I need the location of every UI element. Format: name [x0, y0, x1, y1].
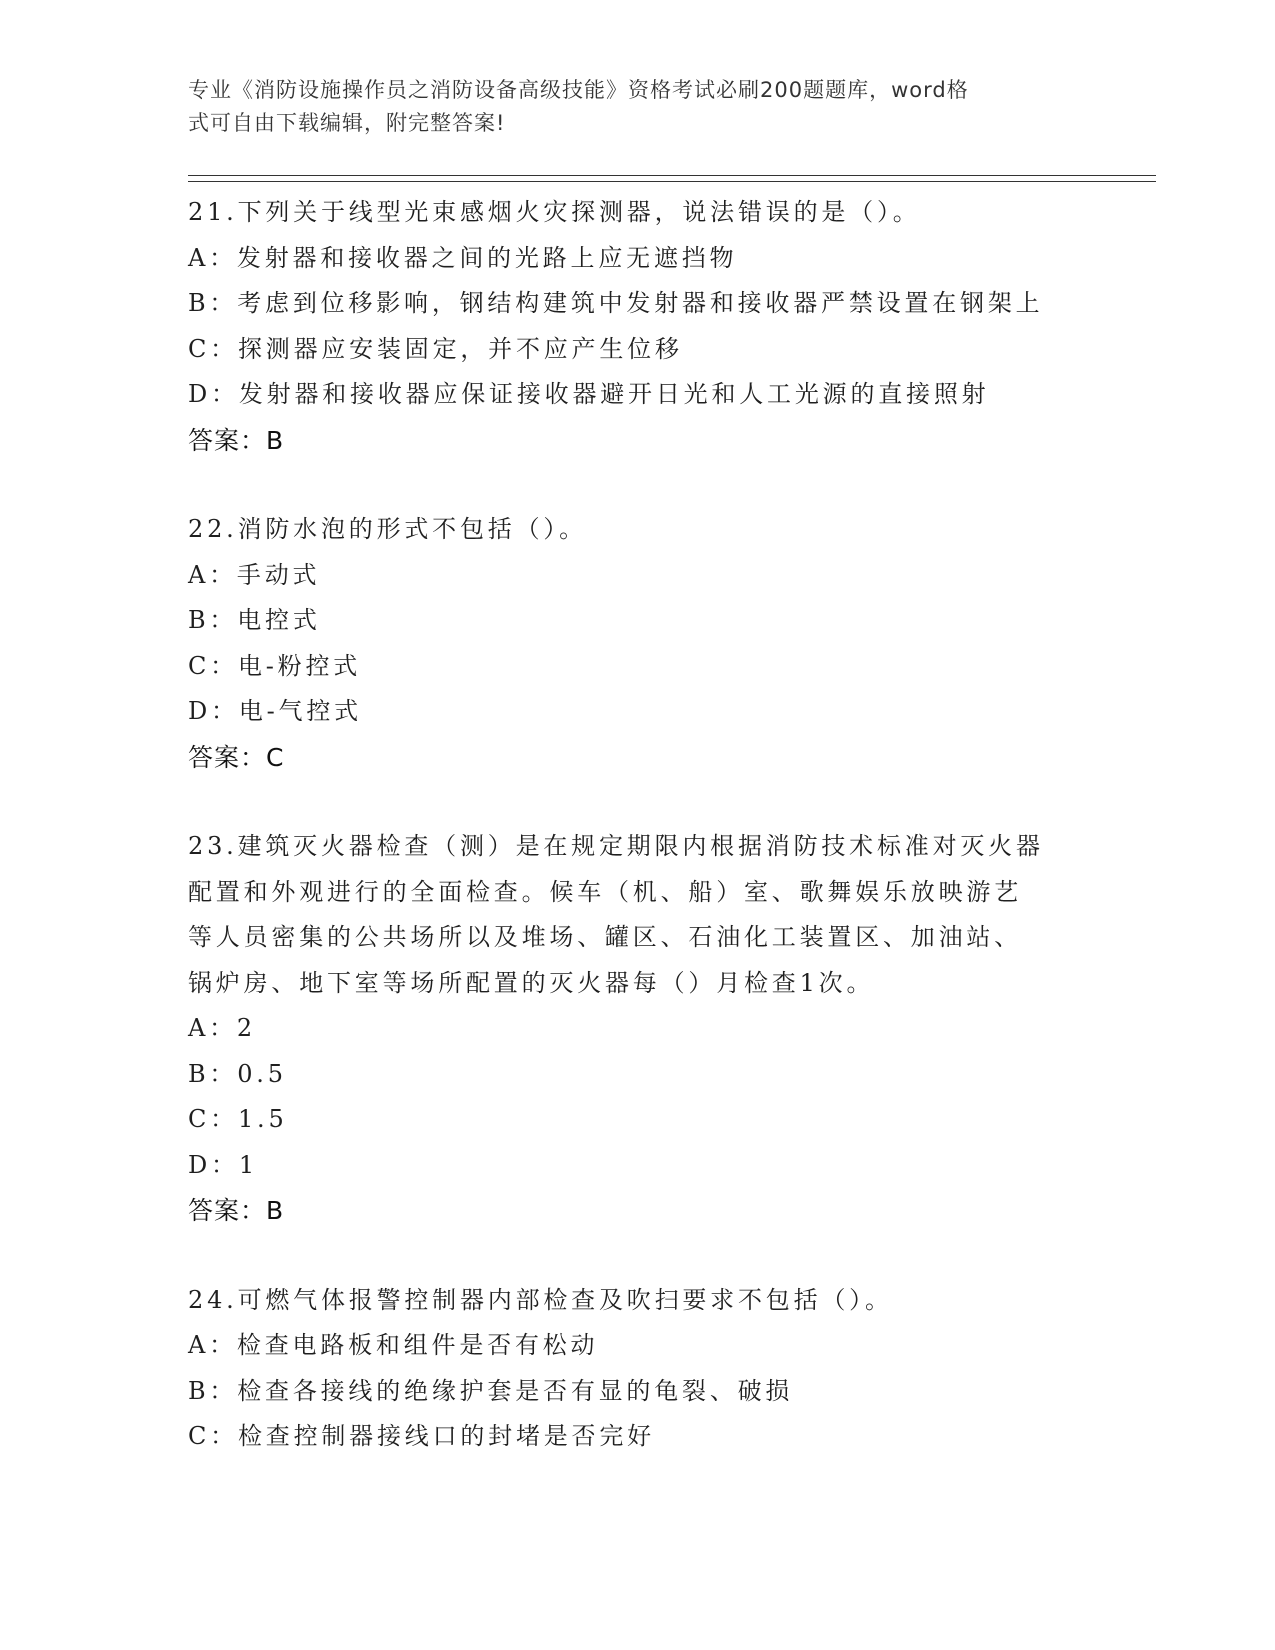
option-a: A：发射器和接收器之间的光路上应无遮挡物 — [188, 243, 738, 272]
option-a: A：检查电路板和组件是否有松动 — [188, 1331, 599, 1359]
option-a: A：手动式 — [188, 560, 321, 589]
header-line-2: 式可自由下载编辑，附完整答案! — [188, 111, 506, 135]
option-d: D：发射器和接收器应保证接收器避开日光和人工光源的直接照射 — [188, 380, 990, 408]
option-c: C：探测器应安装固定，并不应产生位移 — [188, 334, 683, 363]
question-stem-line-2: 配置和外观进行的全面检查。候车（机、船）室、歌舞娱乐放映游艺 — [188, 877, 1022, 906]
header-divider-top — [188, 175, 1156, 176]
option-d: D：电-气控式 — [188, 697, 362, 725]
question-24 — [188, 1278, 1088, 1460]
option-a: A：2 — [188, 1014, 257, 1042]
answer-label: 答案：B — [188, 425, 285, 455]
question-22 — [188, 507, 1088, 780]
question-stem: 24.可燃气体报警控制器内部检查及吹扫要求不包括（）。 — [188, 1285, 893, 1314]
option-b: B：电控式 — [188, 606, 321, 634]
question-stem-line-3: 等人员密集的公共场所以及堆场、罐区、石油化工装置区、加油站、 — [188, 923, 1022, 951]
question-list — [188, 190, 1088, 1504]
question-stem: 22.消防水泡的形式不包括（）。 — [188, 515, 587, 543]
question-23 — [188, 824, 1088, 1234]
option-c: C：1.5 — [188, 1105, 288, 1133]
question-stem-line-4: 锅炉房、地下室等场所配置的灭火器每（）月检查1次。 — [188, 968, 875, 997]
option-c: C：电-粉控式 — [188, 651, 362, 680]
answer-label: 答案：C — [188, 742, 285, 772]
option-c: C：检查控制器接线口的封堵是否完好 — [188, 1422, 655, 1450]
answer-label: 答案：B — [188, 1196, 285, 1225]
option-b: B：检查各接线的绝缘护套是否有显的龟裂、破损 — [188, 1376, 794, 1405]
option-b: B：考虑到位移影响，钢结构建筑中发射器和接收器严禁设置在钢架上 — [188, 289, 1044, 317]
document-header — [188, 74, 1068, 140]
question-stem: 21.下列关于线型光束感烟火灾探测器，说法错误的是（）。 — [188, 198, 921, 226]
header-divider-bottom — [188, 181, 1156, 182]
option-b: B：0.5 — [188, 1059, 287, 1088]
header-line-1: 专业《消防设施操作员之消防设备高级技能》资格考试必刷200题题库，word格 — [188, 78, 969, 102]
option-d: D：1 — [188, 1150, 258, 1179]
question-21 — [188, 190, 1088, 463]
question-stem-line-1: 23.建筑灭火器检查（测）是在规定期限内根据消防技术标准对灭火器 — [188, 832, 1044, 860]
